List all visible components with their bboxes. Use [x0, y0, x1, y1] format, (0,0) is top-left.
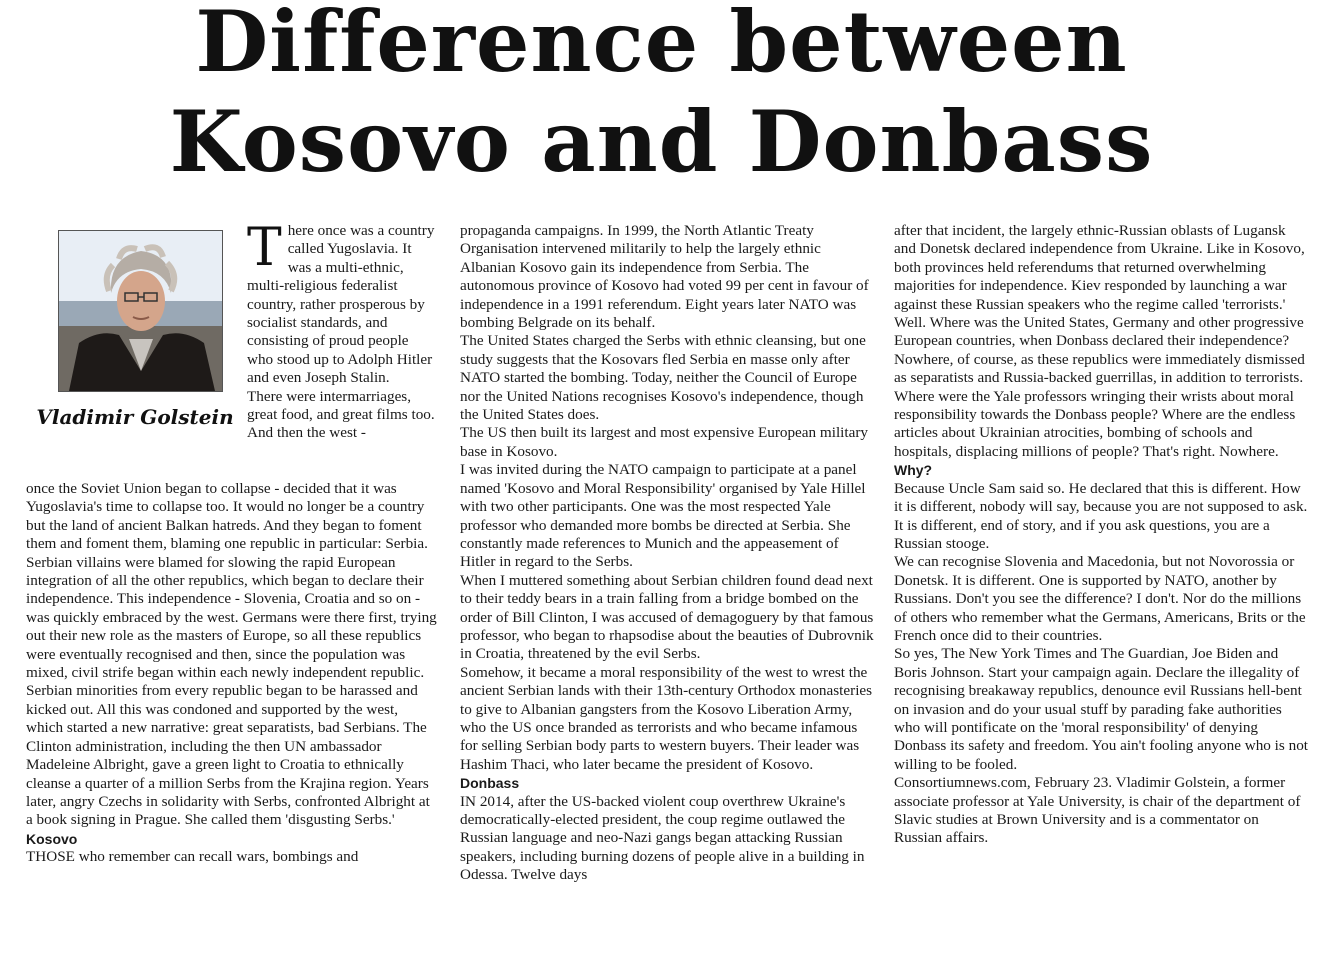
- paragraph: THOSE who remember can recall wars, bombings and: [26, 848, 359, 866]
- source-credit: Consortiumnews.com, February 23. Vladimir Golstein, a former associate professor at Yale University, is chair of the department of Slavic studies at Brown University and is a commentator on Russian affairs.: [894, 774, 1301, 847]
- paragraph: Somehow, it became a moral responsibility of the west to wrest the ancient Serbian lands with their 13th-century Orthodox monasteries to give to Albanian gangsters from the Kosovo Liberation Army, who the US once branded as terrorists and who became infamous for selling Serbian body parts to western buyers. Their leader was Hashim Thaci, who later became the president of Kosovo.: [460, 663, 873, 773]
- subheading-kosovo: Kosovo: [26, 830, 78, 847]
- paragraph: So yes, The New York Times and The Guardian, Joe Biden and Boris Johnson. Start your campaign again. Declare the illegality of recognising breakaway republics, denounce evil Russians hell-bent on invasion and do your usual stuff by parading fake authorities who will pontificate on the 'moral responsibility' of denying Donbass its safety and freedom. You ain't fooling anyone who is not willing to be fooled.: [894, 645, 1309, 773]
- article-column-3: [894, 222, 1308, 848]
- author-byline: Vladimir Golstein: [36, 405, 234, 429]
- paragraph: When I muttered something about Serbian children found dead next to their teddy bears in a train falling from a bridge bombed on the order of Bill Clinton, I was accused of demagoguery by that famous professor, who began to rhapsodise about the beauties of Dubrovnik in Croatia, threatened by the evil Serbs.: [460, 571, 874, 663]
- headline-line-2: Kosovo and Donbass: [169, 92, 1154, 191]
- headline-line-1: Difference between: [195, 0, 1128, 91]
- paragraph: We can recognise Slovenia and Macedonia, but not Novorossia or Donetsk. It is different. One is supported by NATO, another by Russians. Don't you see the difference? I don't. Nor do the millions of others who remember what the Germans, Americans, Brits or the French once did to their countries.: [894, 553, 1306, 644]
- subheading-donbass: Donbass: [460, 775, 520, 792]
- paragraph: Because Uncle Sam said so. He declared that this is different. How it is different, nobody will say, because you are not supposed to ask. It is different, end of story, and if you ask questions, you are a Russian stooge.: [894, 479, 1308, 552]
- paragraph: The US then built its largest and most expensive European military base in Kosovo.: [460, 424, 869, 460]
- paragraph: The United States charged the Serbs with ethnic cleansing, but one study suggests that the Kosovars fled Serbia en masse only after NATO started the bombing. Today, neither the Council of Europe nor the United Nations recognises Kosovo's independence, though the United States does.: [460, 332, 866, 424]
- paragraph: I was invited during the NATO campaign to participate at a panel named 'Kosovo and Moral Responsibility' organised by Yale Hillel with two other participants. One was the most respected Yale professor who demanded more bombs be directed at Serbia. She constantly made references to Munich and the appeasement of Hitler in regard to the Serbs.: [460, 461, 866, 571]
- paragraph: Well. Where was the United States, Germany and other progressive European countries, when Donbass declared their independence? Nowhere, of course, as these republics were immediately dismissed as separatists and Russia-backed guerrillas, in addition to terrorists. Where were the Yale professors wringing their wrists about moral responsibility towards the Donbass people? Where are the endless articles about Ukrainian atrocities, bombing of schools and hospitals, displacing millions of people? That's right. Nowhere.: [894, 314, 1305, 460]
- paragraph: IN 2014, after the US-backed violent coup overthrew Ukraine's democratically-elected president, the coup regime outlawed the Russian language and neo-Nazi gangs began attacking Russian speakers, including burning dozens of people alive in a building in Odessa. Twelve days: [460, 792, 865, 884]
- intro-paragraph-2: There were intermarriages, great food, and great films too. And then the west -: [247, 387, 435, 442]
- subheading-why: Why?: [894, 462, 933, 479]
- paragraph: once the Soviet Union began to collapse - decided that it was Yugoslavia's time to collapse too. It would no longer be a country but the land of ancient Balkan hatreds. And they began to foment them and foment them, blaming one republic in particular: Serbia.: [26, 480, 428, 553]
- paragraph: Serbian minorities from every republic began to be harassed and kicked out. All this was condoned and supported by the west, which started a new narrative: great separatists, bad Serbians. The Clinton administration, including the then UN ambassador Madeleine Albright, gave a green light to Croatia to ethnically cleanse a quarter of a million Serbs from the Krajina region. Years later, angry Czechs in solidarity with Serbs, confronted Albright at a book signing in Prague. She called them 'disgusting Serbs.': [26, 682, 430, 829]
- article-column-1: [26, 480, 438, 867]
- intro-column: [247, 218, 437, 443]
- drop-cap: T: [247, 218, 282, 278]
- paragraph: Serbian villains were blamed for slowing the rapid European integration of all the other republics, which began to declare their independence. This independence - Slovenia, Croatia and so on - was quickly embraced by the west. Germans were there first, trying out their new role as the masters of Europe, so all these republics were eventually recognised and then, since the population was mixed, civil strife began within each newly independent republic.: [26, 553, 437, 682]
- author-photo: [58, 230, 223, 392]
- paragraph: after that incident, the largely ethnic-Russian oblasts of Lugansk and Donetsk declared independence from Ukraine. Like in Kosovo, both provinces held referendums that returned overwhelming majorities for independence. Kiev responded by launching a war against these Russian speakers who the regime called 'terrorists.': [894, 222, 1305, 313]
- article-column-2: [460, 222, 874, 885]
- intro-paragraph: here once was a country called Yugoslavia. It was a multi-ethnic, multi-religious federalist country, rather prosperous by socialist standards, and consisting of proud people who stood up to Adolph Hitler and even Joseph Stalin.: [247, 222, 435, 387]
- paragraph: propaganda campaigns. In 1999, the North Atlantic Treaty Organisation intervened militarily to help the largely ethnic Albanian Kosovo gain its independence from Serbia. The autonomous province of Kosovo had voted 99 per cent in favour of independence in a 1991 referendum. Eight years later NATO was bombing Belgrade on its behalf.: [460, 222, 869, 332]
